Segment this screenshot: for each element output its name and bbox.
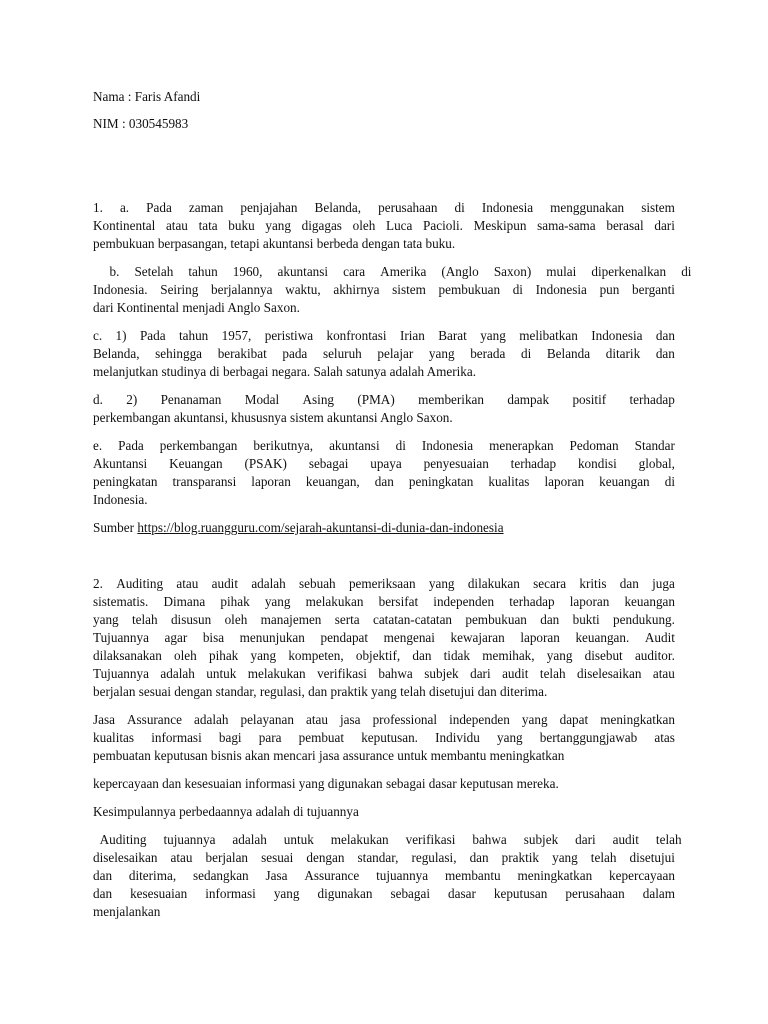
word: dalam: [642, 886, 675, 901]
q1c-line-1: [93, 327, 675, 345]
word: bersifat: [378, 594, 419, 609]
word: upaya: [370, 456, 402, 471]
word: seluruh: [322, 346, 362, 361]
word: di: [454, 200, 465, 215]
word: bertanggungjawab: [539, 730, 638, 745]
word: akuntansi: [277, 264, 329, 279]
word: Setelah: [134, 264, 174, 279]
word: Keuangan: [169, 456, 223, 471]
word: di: [520, 346, 532, 361]
q2p5-line-4: [93, 885, 675, 903]
word: menunjukan: [239, 630, 305, 645]
word: pun: [599, 282, 620, 297]
word: transparansi: [172, 474, 237, 489]
word: yang: [521, 712, 548, 727]
word: bahwa: [472, 832, 507, 847]
word: dan: [374, 474, 394, 489]
word: independen: [433, 594, 495, 609]
word: dan: [655, 328, 675, 343]
q1e-line-1: [93, 437, 675, 455]
word: c.: [93, 328, 103, 343]
word: melakukan: [247, 666, 306, 681]
word: Asing: [302, 392, 335, 407]
word: adalah: [232, 832, 267, 847]
word: oleh: [352, 218, 376, 233]
word: Irian: [399, 328, 425, 343]
word: perkembangan: [159, 438, 238, 453]
word: sama-sama: [537, 218, 596, 233]
word: dan: [412, 648, 432, 663]
word: berjalan: [205, 850, 249, 865]
word: subjek: [424, 666, 459, 681]
word: Pada: [118, 438, 144, 453]
word: 1957,: [221, 328, 252, 343]
word: kritis: [579, 576, 607, 591]
word: atau: [176, 576, 199, 591]
word: peristiwa: [264, 328, 314, 343]
word: akhirnya: [333, 282, 380, 297]
word: yang: [93, 612, 119, 627]
source-line: [93, 519, 675, 537]
q2p2-line-1: [93, 711, 675, 729]
word: Pada: [139, 328, 166, 343]
word: konfrontasi: [326, 328, 387, 343]
word: kualitas: [93, 730, 135, 745]
word: jasa: [340, 712, 361, 727]
q2p1-line-2: [93, 593, 675, 611]
word: sebuah: [299, 576, 336, 591]
word: dapat: [559, 712, 589, 727]
word: audit: [211, 576, 239, 591]
word: adalah: [194, 712, 229, 727]
word: memberikan: [418, 392, 484, 407]
word: melibatkan: [519, 328, 578, 343]
word: kualitas: [488, 474, 530, 489]
word: sistem: [641, 200, 675, 215]
word: bagi: [218, 730, 242, 745]
word: dan: [469, 850, 489, 865]
word: tujuannya: [376, 868, 429, 883]
word: meningkatkan: [517, 868, 593, 883]
q1e-line-4: Indonesia.: [93, 492, 148, 507]
word: berikutnya,: [253, 438, 314, 453]
word: verifikasi: [317, 666, 367, 681]
word: penjajahan: [240, 200, 298, 215]
word: telah: [590, 850, 617, 865]
word: serta: [334, 612, 360, 627]
word: yang: [264, 594, 291, 609]
q2p5-line-5: menjalankan: [93, 904, 161, 919]
word: informasi: [205, 886, 256, 901]
word: Assurance: [304, 868, 360, 883]
word: terhadap: [629, 392, 675, 407]
word: positif: [572, 392, 607, 407]
word: digagas: [301, 218, 342, 233]
word: di: [681, 264, 692, 279]
word: menggunakan: [550, 200, 625, 215]
word: diterima,: [128, 868, 177, 883]
word: kepercayaan: [609, 868, 675, 883]
word: dari: [575, 832, 596, 847]
word: Tujuannya: [93, 666, 149, 681]
word: yang: [428, 576, 455, 591]
student-nim: NIM : 030545983: [93, 116, 189, 131]
word: berakibat: [217, 346, 267, 361]
word: yang: [250, 648, 277, 663]
word: Modal: [244, 392, 280, 407]
word: akuntansi: [329, 438, 380, 453]
word: independen: [449, 712, 510, 727]
word: laporan: [251, 474, 291, 489]
word: tidak: [443, 648, 470, 663]
q2p2-line-2: [93, 729, 675, 747]
q1e-line-2: [93, 455, 675, 473]
word: mengenai: [383, 630, 435, 645]
word: pembukuan: [465, 612, 527, 627]
q2p1-line-4: [93, 629, 675, 647]
word: yang: [546, 648, 573, 663]
word: Jasa: [265, 868, 288, 883]
word: keputusan.: [361, 730, 418, 745]
word: yang: [273, 886, 300, 901]
word: keuangan: [624, 594, 675, 609]
word: di: [395, 438, 406, 453]
word: Dimana: [163, 594, 206, 609]
q1a-line-3: pembukuan berpasangan, tetapi akuntansi berbeda dengan tata buku.: [93, 236, 456, 251]
word: sesuai: [261, 850, 294, 865]
q1b-line-1: [93, 263, 692, 281]
word: kewajaran: [450, 630, 505, 645]
word: dilaksanakan: [93, 648, 162, 663]
word: atas: [654, 730, 675, 745]
word: atau: [652, 666, 675, 681]
word: oleh: [174, 648, 197, 663]
word: kesesuaian: [130, 886, 188, 901]
word: peningkatan: [408, 474, 474, 489]
q2p1-line-7: berjalan sesuai dengan standar, regulasi, dan praktik yang telah disetujui dan diterima.: [93, 684, 548, 699]
word: telah: [539, 666, 566, 681]
word: disusun: [170, 612, 212, 627]
q1a-line-1: [93, 199, 675, 217]
word: disetujui: [629, 850, 675, 865]
word: Meskipun: [473, 218, 527, 233]
word: keuangan.: [575, 630, 630, 645]
word: yang: [428, 346, 455, 361]
q2p1-line-1: [93, 575, 675, 593]
word: diselesaikan: [93, 850, 158, 865]
word: atau: [170, 850, 193, 865]
word: a.: [119, 200, 130, 215]
word: laporan: [569, 594, 610, 609]
word: berada: [470, 346, 506, 361]
word: Barat: [438, 328, 467, 343]
word: di: [664, 474, 675, 489]
word: Indonesia.: [93, 282, 148, 297]
q1c-line-3: melanjutkan studinya di berbagai negara. Salah satunya adalah Amerika.: [93, 364, 477, 379]
word: dan: [655, 346, 675, 361]
word: Belanda,: [93, 346, 140, 361]
word: laporan: [520, 630, 560, 645]
source-label: Sumber: [93, 520, 138, 535]
word: standar,: [357, 850, 399, 865]
q1a-line-2: [93, 217, 675, 235]
q2p4-line: Kesimpulannya perbedaannya adalah di tujuannya: [93, 804, 359, 819]
word: praktik: [501, 850, 540, 865]
word: Assurance: [127, 712, 182, 727]
q2p2-line-3: pembuatan keputusan bisnis akan mencari jasa assurance untuk membantu meningkatkan: [93, 748, 565, 763]
word: Audit: [644, 630, 675, 645]
word: di: [512, 282, 523, 297]
word: dari: [470, 666, 491, 681]
word: melakukan: [330, 832, 389, 847]
word: Auditing: [99, 832, 147, 847]
word: kondisi: [577, 456, 617, 471]
word: agar: [164, 630, 188, 645]
word: oleh: [224, 612, 248, 627]
word: meningkatkan: [600, 712, 675, 727]
word: perusahaan: [378, 200, 438, 215]
word: sehingga: [155, 346, 203, 361]
word: Belanda: [546, 346, 591, 361]
word: mulai: [546, 264, 577, 279]
word: audit: [612, 832, 639, 847]
word: dan: [619, 576, 639, 591]
word: pendapat: [320, 630, 369, 645]
word: membantu: [444, 868, 501, 883]
word: e.: [93, 438, 103, 453]
word: Belanda,: [314, 200, 362, 215]
word: 1.: [93, 200, 103, 215]
word: dan: [540, 612, 560, 627]
word: Indonesia: [535, 282, 587, 297]
word: bisa: [202, 630, 225, 645]
word: pada: [282, 346, 308, 361]
student-name: Nama : Faris Afandi: [93, 89, 201, 104]
word: Indonesia: [591, 328, 643, 343]
word: yang: [265, 218, 291, 233]
word: dari: [654, 218, 675, 233]
word: ditarik: [605, 346, 641, 361]
word: pembukuan: [438, 282, 501, 297]
word: keuangan,: [305, 474, 360, 489]
word: informasi: [151, 730, 202, 745]
word: sebagai: [308, 456, 349, 471]
word: (Anglo: [441, 264, 479, 279]
word: tahun: [178, 328, 209, 343]
q2p1-line-6: [93, 665, 675, 683]
word: secara: [533, 576, 567, 591]
word: memihak,: [482, 648, 535, 663]
word: Luca: [386, 218, 413, 233]
word: menerapkan: [489, 438, 554, 453]
word: 1): [115, 328, 127, 343]
word: dan: [93, 886, 113, 901]
q2p5-line-3: [93, 867, 675, 885]
word: perusahaan: [565, 886, 625, 901]
word: telah: [131, 612, 158, 627]
word: pihak: [220, 594, 250, 609]
q1c-line-2: [93, 345, 675, 363]
word: pendukung.: [613, 612, 675, 627]
word: untuk: [206, 666, 237, 681]
word: Kontinental: [93, 218, 156, 233]
word: Indonesia: [421, 438, 474, 453]
q2p5-line-2: [93, 849, 675, 867]
word: Akuntansi: [93, 456, 148, 471]
word: subjek: [523, 832, 559, 847]
word: yang: [497, 730, 523, 745]
word: waktu,: [285, 282, 321, 297]
word: zaman: [188, 200, 224, 215]
word: cara: [343, 264, 366, 279]
word: dengan: [306, 850, 345, 865]
word: manajemen: [260, 612, 322, 627]
word: yang: [480, 328, 506, 343]
word: Indonesia: [481, 200, 534, 215]
word: berjalannya: [211, 282, 273, 297]
word: sistem: [392, 282, 426, 297]
q2p1-line-5: [93, 647, 675, 665]
word: regulasi,: [411, 850, 457, 865]
q2p3-line: kepercayaan dan kesesuaian informasi yang digunakan sebagai dasar keputusan mereka.: [93, 776, 559, 791]
word: b.: [109, 264, 120, 279]
word: peningkatan: [93, 474, 158, 489]
word: catatan-catatan: [372, 612, 453, 627]
word: Penanaman: [160, 392, 222, 407]
word: bukti: [572, 612, 600, 627]
word: pelayanan: [240, 712, 294, 727]
word: tahun: [188, 264, 218, 279]
word: dasar: [448, 886, 476, 901]
word: buku: [228, 218, 255, 233]
word: disebut: [584, 648, 623, 663]
word: berasal: [606, 218, 644, 233]
q1e-line-3: [93, 473, 675, 491]
word: Jasa: [93, 712, 115, 727]
word: dilakukan: [467, 576, 520, 591]
word: verifikasi: [405, 832, 456, 847]
word: terhadap: [509, 594, 555, 609]
word: (PSAK): [244, 456, 287, 471]
word: pemeriksaan: [348, 576, 416, 591]
word: d.: [93, 392, 103, 407]
word: sebagai: [390, 886, 430, 901]
q1b-line-3: dari Kontinental menjadi Anglo Saxon.: [93, 300, 300, 315]
word: diperkenalkan: [591, 264, 667, 279]
word: dampak: [507, 392, 550, 407]
word: para: [258, 730, 282, 745]
word: pihak: [208, 648, 239, 663]
word: 2.: [93, 576, 103, 591]
word: Pedoman: [569, 438, 619, 453]
word: auditor.: [634, 648, 675, 663]
word: Saxon): [493, 264, 532, 279]
word: penyesuaian: [423, 456, 489, 471]
word: professional: [372, 712, 438, 727]
word: pembuat: [298, 730, 345, 745]
word: 1960,: [232, 264, 263, 279]
word: 2): [126, 392, 138, 407]
word: diselesaikan: [577, 666, 642, 681]
word: keuangan: [599, 474, 650, 489]
word: Pada: [146, 200, 172, 215]
word: melakukan: [305, 594, 364, 609]
word: global,: [638, 456, 675, 471]
q2p5-line-1: [93, 831, 682, 849]
word: adalah: [251, 576, 286, 591]
word: berganti: [632, 282, 675, 297]
q1d-line-1: [93, 391, 675, 409]
word: Individu: [435, 730, 480, 745]
word: kompeten,: [288, 648, 344, 663]
word: objektif,: [355, 648, 401, 663]
word: bahwa: [378, 666, 413, 681]
word: Auditing: [116, 576, 164, 591]
word: atau: [305, 712, 328, 727]
word: telah: [655, 832, 682, 847]
word: Pacioli.: [423, 218, 463, 233]
word: terhadap: [510, 456, 557, 471]
word: tujuannya: [163, 832, 216, 847]
word: laporan: [544, 474, 585, 489]
word: Seiring: [160, 282, 199, 297]
q1b-line-2: [93, 281, 675, 299]
word: digunakan: [317, 886, 373, 901]
word: adalah: [160, 666, 195, 681]
word: atau: [165, 218, 188, 233]
word: audit: [502, 666, 529, 681]
word: untuk: [283, 832, 314, 847]
word: tata: [198, 218, 218, 233]
word: juga: [652, 576, 675, 591]
word: dan: [93, 868, 113, 883]
word: keputusan: [493, 886, 548, 901]
word: Amerika: [380, 264, 427, 279]
word: Tujuannya: [93, 630, 149, 645]
q2p1-line-3: [93, 611, 675, 629]
word: pelajar: [377, 346, 414, 361]
word: (PMA): [357, 392, 395, 407]
q1d-line-2: perkembangan akuntansi, khususnya sistem akuntansi Anglo Saxon.: [93, 410, 453, 425]
word: yang: [552, 850, 578, 865]
word: sistematis.: [93, 594, 149, 609]
word: sedangkan: [192, 868, 249, 883]
word: Standar: [634, 438, 675, 453]
source-link[interactable]: https://blog.ruangguru.com/sejarah-akuntansi-di-dunia-dan-indonesia: [137, 520, 504, 535]
